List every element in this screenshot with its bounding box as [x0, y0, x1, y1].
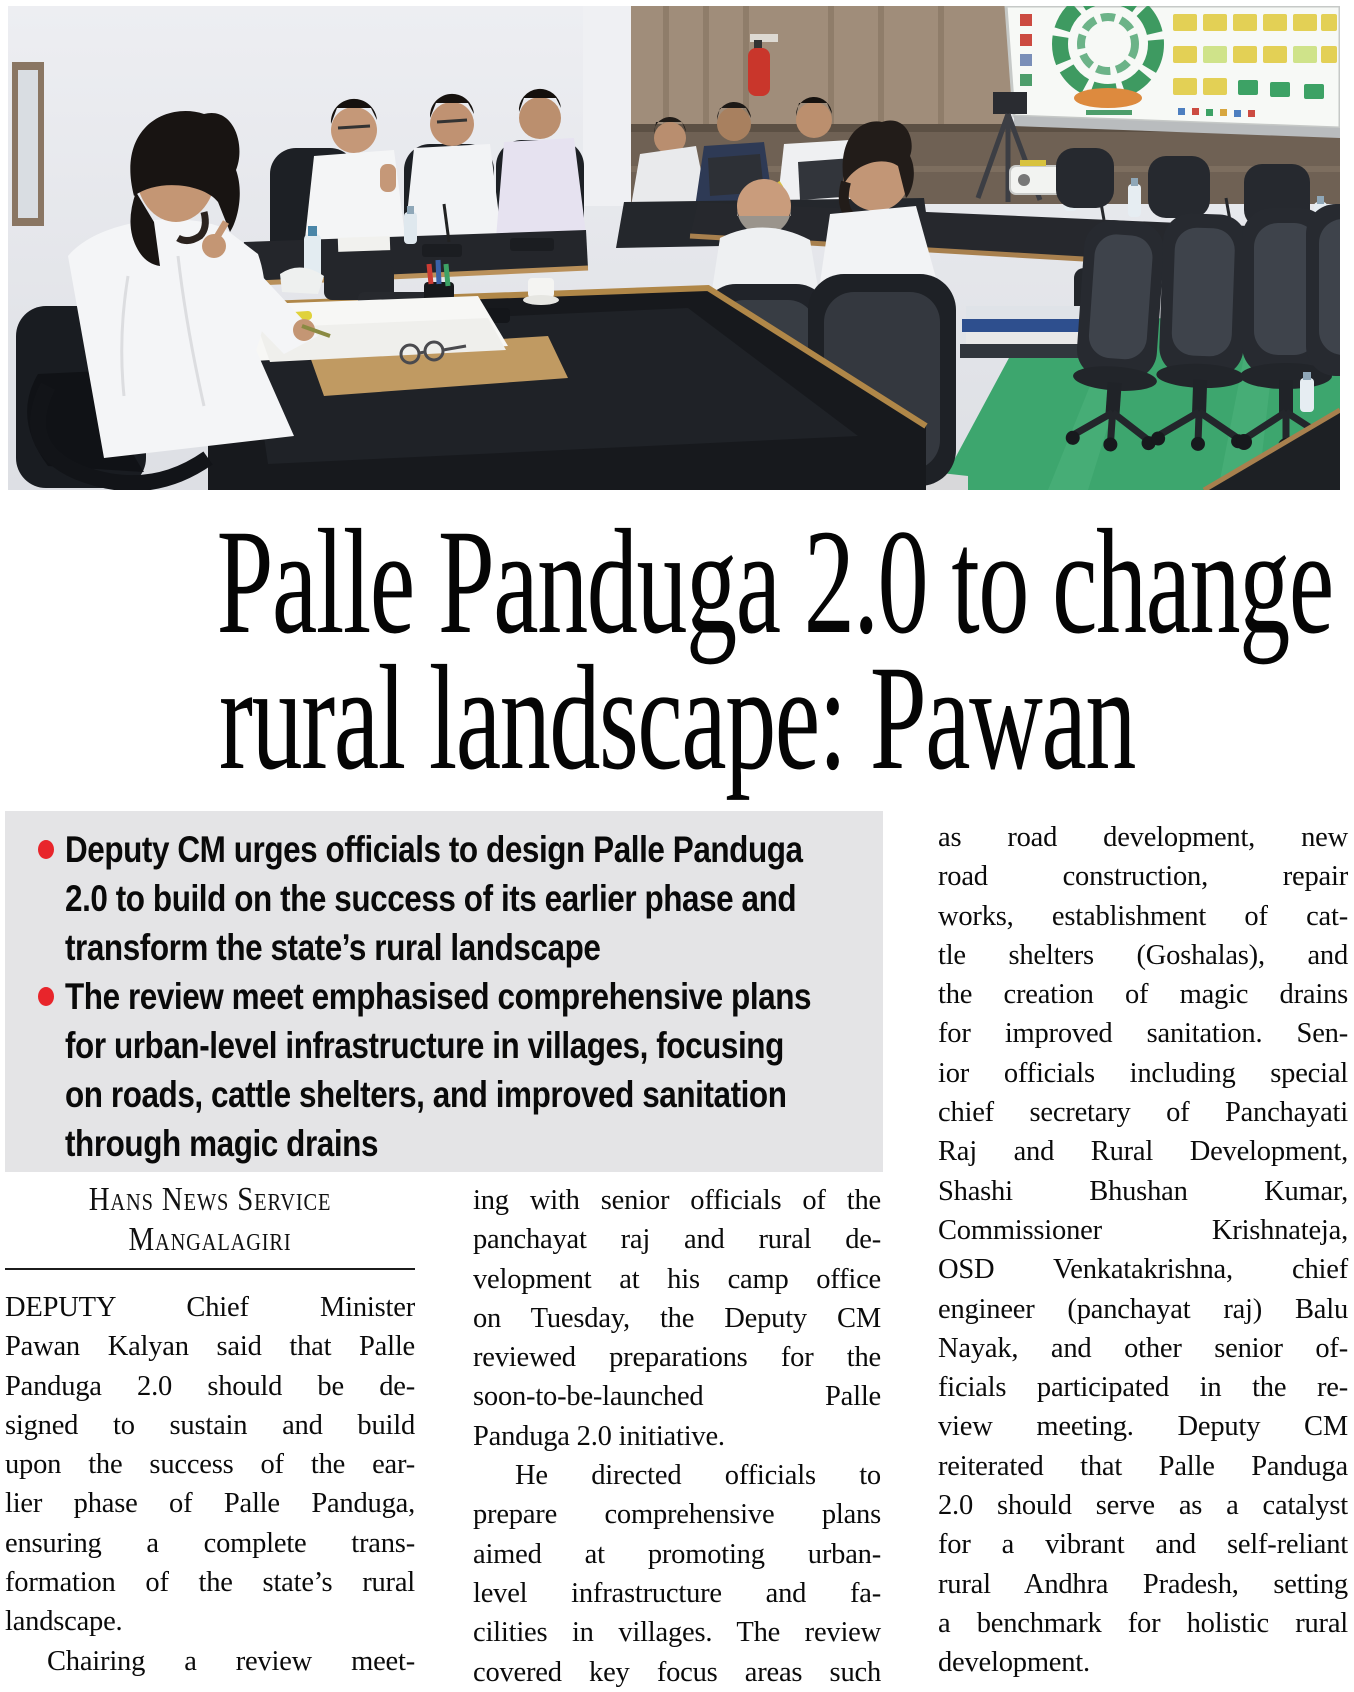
column-3-body: [938, 818, 1348, 1683]
meeting-photo: [8, 6, 1340, 490]
body-line: reviewed preparations for the: [473, 1342, 881, 1374]
body-line: Chairing a review meet-: [47, 1645, 415, 1677]
byline-agency: Hans News Service: [88, 1181, 332, 1218]
body-line: ficials participated in the re-: [938, 1372, 1348, 1404]
body-line: covered key focus areas such: [473, 1656, 881, 1688]
byline: [5, 1180, 415, 1260]
highlight-item: [5, 972, 883, 1168]
highlight-text: [65, 825, 803, 972]
body-line: ing with senior officials of the: [473, 1185, 881, 1216]
body-line: cilities in villages. The review: [473, 1617, 881, 1649]
body-line: the creation of magic drains: [938, 979, 1348, 1011]
body-line: for a vibrant and self-reliant: [938, 1529, 1348, 1561]
body-line: panchayat raj and rural de-: [473, 1224, 881, 1256]
body-line: reiterated that Palle Panduga: [938, 1450, 1348, 1482]
headline-line-2: rural landscape: Pawan: [218, 635, 1136, 801]
body-line: He directed officials to: [515, 1460, 881, 1492]
bullet-dot: [38, 840, 54, 859]
bullet-dot: [38, 987, 54, 1006]
projection-screen: [1006, 6, 1340, 138]
body-line: Commissioner Krishnateja,: [938, 1214, 1348, 1246]
body-line: view meeting. Deputy CM: [938, 1411, 1348, 1443]
body-line: as road development, new: [938, 822, 1348, 853]
body-line: ior officials including special: [938, 1057, 1348, 1089]
body-line: Panduga 2.0 should be de-: [5, 1370, 415, 1402]
body-line: Raj and Rural Development,: [938, 1136, 1348, 1168]
body-line: Panduga 2.0 initiative.: [473, 1420, 725, 1452]
highlight-line: The review meet emphasised comprehensive plans: [65, 976, 812, 1017]
body-line: chief secretary of Panchayati: [938, 1097, 1348, 1129]
body-line: Pawan Kalyan said that Palle: [5, 1331, 415, 1363]
column-2-body: [473, 1181, 881, 1692]
body-line: a benchmark for holistic rural: [938, 1607, 1348, 1639]
highlight-line: for urban-level infrastructure in villages, focusing: [65, 1025, 784, 1066]
body-line: DEPUTY Chief Minister: [5, 1292, 415, 1323]
body-line: 2.0 should serve as a catalyst: [938, 1490, 1348, 1522]
body-line: landscape.: [5, 1606, 123, 1638]
highlight-item: [5, 825, 883, 972]
body-line: soon-to-be-launched Palle: [473, 1381, 881, 1413]
highlights-box: [5, 811, 883, 1172]
meeting-photo-illustration: [8, 6, 1340, 490]
body-line: formation of the state’s rural: [5, 1567, 415, 1599]
body-line: OSD Venkatakrishna, chief: [938, 1254, 1348, 1286]
highlight-line: 2.0 to build on the success of its earlier phase and: [65, 878, 797, 919]
body-line: on Tuesday, the Deputy CM: [473, 1302, 881, 1334]
highlight-line: on roads, cattle shelters, and improved sanitation: [65, 1074, 787, 1115]
column-1-body: [5, 1288, 415, 1681]
highlight-line: through magic drains: [65, 1123, 379, 1164]
highlight-text: [65, 972, 812, 1168]
body-line: development.: [938, 1647, 1090, 1679]
body-line: velopment at his camp office: [473, 1263, 881, 1295]
wall-column: [583, 6, 631, 206]
highlight-line: Deputy CM urges officials to design Palle Panduga: [65, 829, 803, 870]
byline-location: Mangalagiri: [128, 1221, 292, 1258]
body-line: Nayak, and other senior of-: [938, 1332, 1348, 1364]
body-line: rural Andhra Pradesh, setting: [938, 1568, 1348, 1600]
body-line: upon the success of the ear-: [5, 1449, 415, 1481]
body-line: works, establishment of cat-: [938, 900, 1348, 932]
highlight-line: transform the state’s rural landscape: [65, 927, 601, 968]
highlights-list: [5, 825, 883, 1168]
article-column-3: [938, 818, 1348, 1683]
body-line: signed to sustain and build: [5, 1409, 415, 1441]
article-column-1: [5, 1180, 415, 1681]
body-line: ensuring a complete trans-: [5, 1527, 415, 1559]
body-line: lier phase of Palle Panduga,: [5, 1488, 415, 1520]
article-column-2: [473, 1181, 881, 1692]
body-line: engineer (panchayat raj) Balu: [938, 1293, 1348, 1325]
body-line: for improved sanitation. Sen-: [938, 1018, 1348, 1050]
body-line: aimed at promoting urban-: [473, 1538, 881, 1570]
body-line: prepare comprehensive plans: [473, 1499, 881, 1531]
body-line: level infrastructure and fa-: [473, 1577, 881, 1609]
headline-line-1: Palle Panduga 2.0 to change: [216, 499, 1333, 665]
body-line: tle shelters (Goshalas), and: [938, 939, 1348, 971]
body-line: road construction, repair: [938, 861, 1348, 893]
byline-rule: [5, 1268, 415, 1270]
body-line: Shashi Bhushan Kumar,: [938, 1175, 1348, 1207]
